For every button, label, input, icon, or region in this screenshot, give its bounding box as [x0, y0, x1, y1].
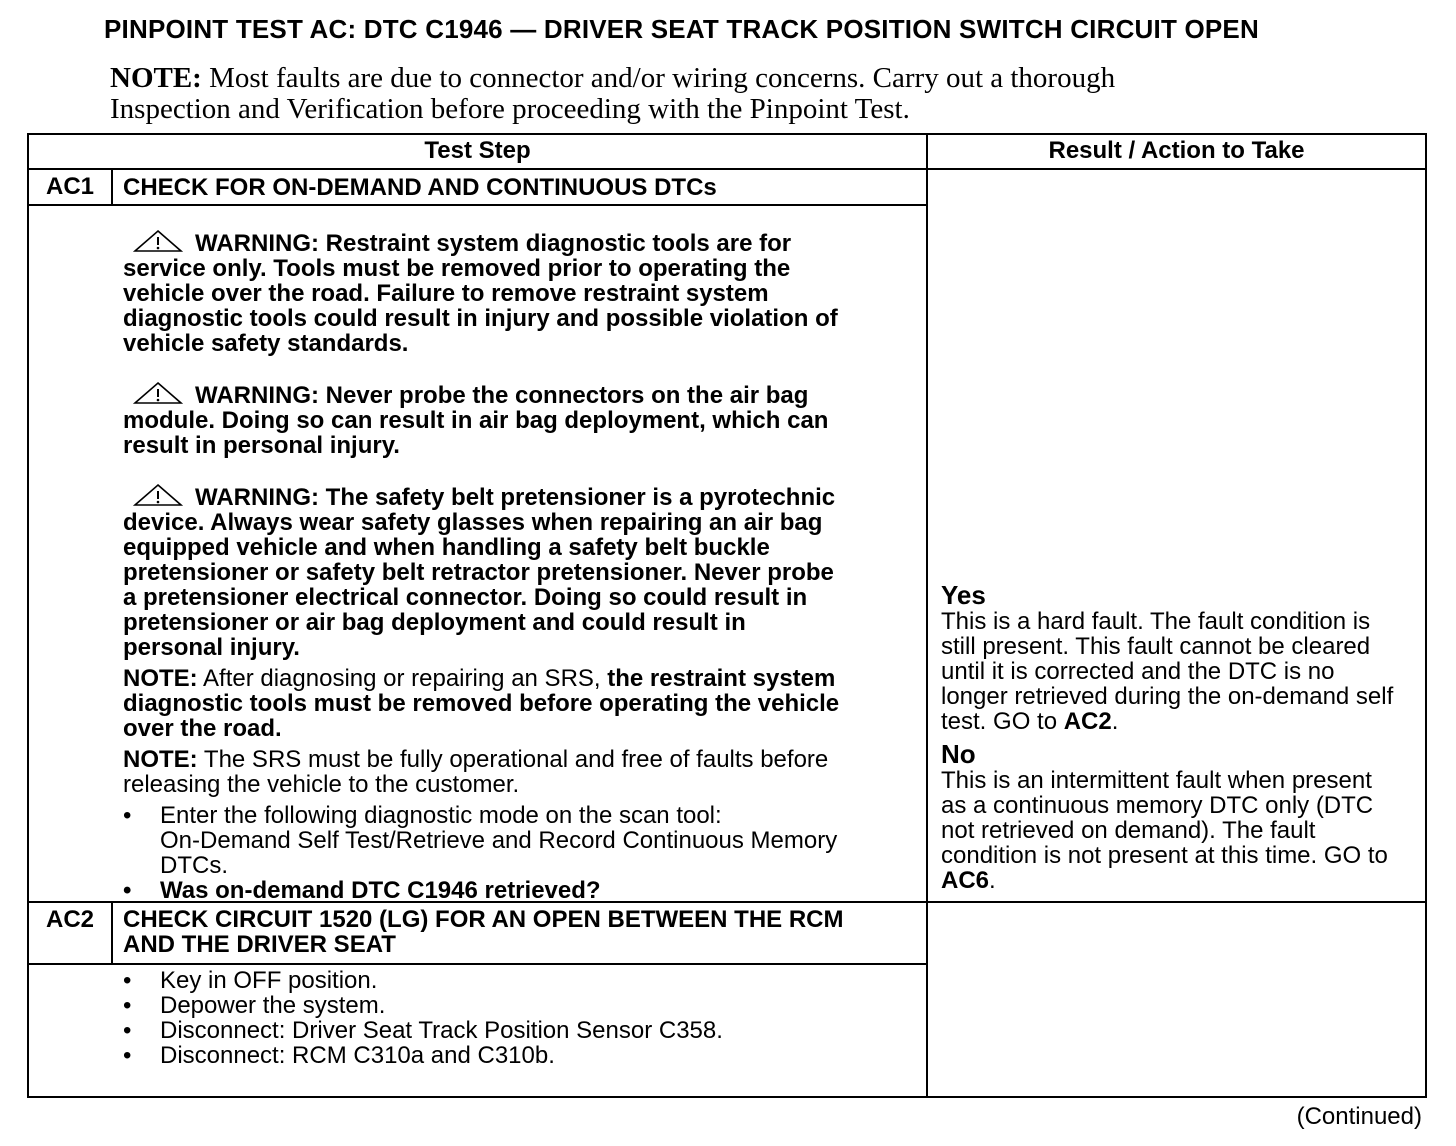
intro-note-label: NOTE: [110, 62, 202, 94]
header-divider [29, 168, 1425, 170]
ac1-bullet-list [123, 803, 898, 903]
warning-line: a pretensioner electrical connector. Doing so could result in [123, 584, 808, 611]
warning-triangle-icon [133, 381, 183, 405]
note-text: releasing the vehicle to the customer. [123, 771, 520, 798]
warning-block [123, 381, 898, 458]
header-test-step: Test Step [424, 137, 531, 164]
step-id-ac2: AC2 [45, 906, 94, 933]
result-yes-label: Yes [941, 580, 986, 610]
page-title: PINPOINT TEST AC: DTC C1946 — DRIVER SEAT TRACK POSITION SWITCH CIRCUIT OPEN [104, 14, 1259, 44]
warning-line: result in personal injury. [123, 432, 400, 459]
warning-line: vehicle over the road. Failure to remove restraint system [123, 280, 769, 307]
ac2-bullet-list [123, 968, 898, 1068]
result-line: test. GO to [941, 708, 1064, 735]
step-title-ac2 [123, 907, 923, 957]
note-bold-text: the restraint system [607, 665, 836, 692]
result-line: condition is not present at this time. GO to [941, 842, 1388, 869]
bullet-line: On-Demand Self Test/Retrieve and Record Continuous Memory [160, 827, 838, 854]
result-line: . [1111, 708, 1119, 735]
warning-line: pretensioner or safety belt retractor pretensioner. Never probe [123, 559, 834, 586]
intro-note-line2: Inspection and Verification before proceeding with the Pinpoint Test. [110, 93, 910, 125]
ac1-id-divider [111, 170, 113, 206]
goto-step-ac6: AC6 [941, 867, 990, 894]
bullet-line: • Enter the following diagnostic mode on the scan tool: [160, 802, 722, 829]
result-line: longer retrieved during the on-demand self [941, 683, 1394, 710]
note-label: NOTE: [123, 746, 198, 773]
warning-line: WARNING: Restraint system diagnostic tools are for [195, 230, 792, 257]
warning-line: module. Doing so can result in air bag deployment, which can [123, 407, 829, 434]
continued-label: (Continued) [1296, 1103, 1422, 1130]
bullet-line: Was on-demand DTC C1946 retrieved? [160, 877, 601, 904]
result-line: not retrieved on demand). The fault [941, 817, 1316, 844]
result-line: as a continuous memory DTC only (DTC [941, 792, 1374, 819]
step-id-ac1: AC1 [45, 173, 94, 200]
warning-line: equipped vehicle and when handling a safety belt buckle [123, 534, 770, 561]
result-no-label: No [941, 739, 976, 769]
note-restraint-tools [123, 666, 898, 741]
warning-block [123, 483, 898, 660]
goto-step-ac2: AC2 [1063, 708, 1112, 735]
warning-line: pretensioner or air bag deployment and could result in [123, 609, 746, 636]
warning-line: WARNING: The safety belt pretensioner is a pyrotechnic [195, 484, 836, 511]
column-divider [926, 135, 928, 1096]
list-item [123, 803, 898, 878]
warning-line: diagnostic tools could result in injury and possible violation of [123, 305, 838, 332]
result-line: until it is corrected and the DTC is no [941, 658, 1335, 685]
note-bold-text: diagnostic tools must be removed before operating the vehicle [123, 690, 840, 717]
warning-line: vehicle safety standards. [123, 330, 409, 357]
step-title-line: AND THE DRIVER SEAT [123, 931, 396, 958]
step-body-ac2 [123, 968, 898, 1068]
note-bold-text: over the road. [123, 715, 282, 742]
ac1-title-divider [29, 204, 926, 206]
pinpoint-table [27, 133, 1427, 1098]
list-item: • Key in OFF position. [123, 968, 898, 993]
list-item [123, 878, 898, 903]
warning-block [123, 229, 898, 356]
step-body-ac1 [123, 229, 898, 903]
list-item: • Disconnect: RCM C310a and C310b. [123, 1043, 898, 1068]
list-item: • Depower the system. [123, 993, 898, 1018]
result-line: . [989, 867, 996, 894]
note-label: NOTE: [123, 665, 198, 692]
header-result-action: Result / Action to Take [1048, 137, 1305, 164]
note-text: After diagnosing or repairing an SRS, [197, 665, 608, 692]
warning-line: WARNING: Never probe the connectors on the air bag [195, 382, 809, 409]
bullet-line: DTCs. [160, 852, 228, 879]
ac2-id-divider [111, 903, 113, 965]
warning-line: service only. Tools must be removed prior to operating the [123, 255, 791, 282]
warning-line: device. Always wear safety glasses when repairing an air bag [123, 509, 823, 536]
intro-note [110, 63, 1310, 125]
ac2-title-divider [29, 963, 926, 965]
intro-note-line1: Most faults are due to connector and/or wiring concerns. Carry out a thorough [201, 62, 1116, 94]
warning-line: personal injury. [123, 634, 300, 661]
result-line: This is an intermittent fault when present [941, 767, 1372, 794]
warning-triangle-icon [133, 483, 183, 507]
note-text: The SRS must be fully operational and free of faults before [197, 746, 829, 773]
note-srs-operational [123, 747, 898, 797]
warning-triangle-icon [133, 229, 183, 253]
result-line: still present. This fault cannot be cleared [941, 633, 1371, 660]
step-title-ac1: CHECK FOR ON-DEMAND AND CONTINUOUS DTCs [123, 174, 717, 201]
result-ac1 [941, 581, 1426, 893]
result-line: This is a hard fault. The fault condition is [941, 608, 1371, 635]
list-item: • Disconnect: Driver Seat Track Position Sensor C358. [123, 1018, 898, 1043]
step-title-line: CHECK CIRCUIT 1520 (LG) FOR AN OPEN BETWEEN THE RCM [123, 906, 844, 933]
